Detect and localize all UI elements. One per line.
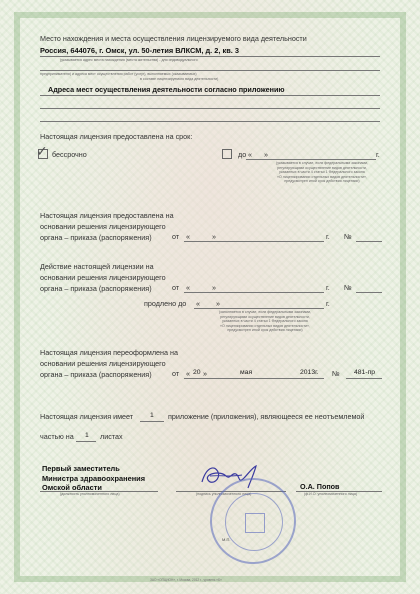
granted-year-suffix: г. <box>326 232 330 241</box>
reissued-date-underline <box>184 378 324 379</box>
extended-label: Действие настоящей лицензии на основании решения лицензирующего органа – приказа (распоряжения) <box>40 262 166 293</box>
granted-label: Настоящая лицензия предоставлена на основании решения лицензирующего органа – приказа (распоряжения) <box>40 211 174 242</box>
granted-number-underline <box>356 241 382 242</box>
appendix-sheets-underline <box>76 441 96 442</box>
reissued-month: мая <box>240 369 253 376</box>
extended-quote-open: « <box>186 283 190 292</box>
reissued-year: 2013г. <box>300 369 319 376</box>
address-caption-2: предпринимателя) и адреса мест осуществления работ (услуг), выполняемых (оказываемых) <box>40 72 197 76</box>
checkmark-icon: ✓ <box>36 143 48 159</box>
extended-quote-close: » <box>212 283 216 292</box>
official-seal <box>210 478 296 564</box>
extended-from: от <box>172 283 180 292</box>
granted-quote-open: « <box>186 232 190 241</box>
reissued-from: от <box>172 369 180 378</box>
appendix-text-4: листах <box>100 432 123 441</box>
granted-number-sign: № <box>344 232 352 241</box>
printer-footer: ЗАО «ОПЦИОН», г. Москва, 2012 г., уровень «Б» <box>150 578 222 582</box>
appendix-count-underline <box>140 421 164 422</box>
activity-underline-3 <box>40 121 380 122</box>
prolonged-quote-open: « <box>196 299 200 308</box>
until-prefix: до <box>238 150 247 159</box>
prolonged-year-suffix: г. <box>326 299 330 308</box>
appendix-text-3: частью на <box>40 432 74 441</box>
extended-number-sign: № <box>344 283 352 292</box>
reissued-label: Настоящая лицензия переоформлена на основании решения лицензирующего органа – приказа (распоряжения) <box>40 348 178 379</box>
granted-from: от <box>172 232 180 241</box>
extended-number-underline <box>356 292 382 293</box>
address-value: Россия, 644076, г. Омск, ул. 50-летия ВЛКСМ, д. 2, кв. 3 <box>40 46 239 55</box>
until-quote-close: » <box>264 150 268 159</box>
extended-date-underline <box>184 292 324 293</box>
extended-year-suffix: г. <box>326 283 330 292</box>
address-caption-3: в составе лицензируемого вида деятельности) <box>140 77 219 81</box>
signature-caption: (подпись уполномоченного лица) <box>196 492 252 496</box>
term-label: Настоящая лицензия предоставлена на срок: <box>40 132 193 141</box>
prolonged-note: (заполняется в случае, если федеральными законами, регулирующими осуществление видов деятельности, указанных в части 4 статьи 1 Федерального закона «О лицензировании отдельных видов деятельности», предусмотрен иной срок действия лицензии) <box>218 310 312 333</box>
address-line-2 <box>40 70 380 71</box>
activity-underline-1 <box>40 95 380 96</box>
prolonged-underline <box>194 308 324 309</box>
reissued-quote-close: » <box>203 369 207 378</box>
address-caption-1: (указывается адрес места нахождения (места жительства) - для индивидуального <box>60 58 198 62</box>
granted-quote-close: » <box>212 232 216 241</box>
reissued-day: 20 <box>193 369 201 376</box>
reissued-number-underline <box>346 378 382 379</box>
activity-underline-2 <box>40 108 380 109</box>
until-checkbox <box>222 149 232 159</box>
position-caption: (должность уполномоченного лица) <box>60 492 120 496</box>
address-underline <box>40 56 380 57</box>
until-underline <box>246 159 376 160</box>
reissued-number: 481-пр <box>354 369 376 376</box>
until-year-suffix: г. <box>376 150 380 159</box>
appendix-text-2: приложение (приложения), являющееся ее неотъемлемой <box>168 412 365 421</box>
granted-date-underline <box>184 241 324 242</box>
prolonged-label: продлено до <box>144 299 187 308</box>
location-heading: Место нахождения и места осуществления лицензируемого вида деятельности <box>40 34 307 43</box>
name-caption: (ф.И.О. уполномоченного лица) <box>304 492 358 496</box>
reissued-number-sign: № <box>332 369 340 378</box>
appendix-count: 1 <box>150 412 154 419</box>
term-note: (указывается в случае, если федеральными законами, регулирующими осуществление видов деятельности, указанных в части 4 статьи 1 Федерального закона «О лицензировании отдельных видов деятельности», предусмотрен иной срок действия лицензии) <box>276 161 368 184</box>
appendix-sheets: 1 <box>85 432 89 439</box>
appendix-text-1: Настоящая лицензия имеет <box>40 412 134 421</box>
signatory-name: О.А. Попов <box>300 482 340 491</box>
mp-label: М.П. <box>222 537 231 542</box>
reissued-quote-open: « <box>186 369 190 378</box>
prolonged-quote-close: » <box>216 299 220 308</box>
activity-addresses-value: Адреса мест осуществления деятельности согласно приложению <box>48 85 285 94</box>
signatory-position: Первый заместитель Министра здравоохранения Омской области <box>42 464 146 492</box>
indefinite-label: бессрочно <box>52 150 87 159</box>
until-quote-open: « <box>248 150 252 159</box>
